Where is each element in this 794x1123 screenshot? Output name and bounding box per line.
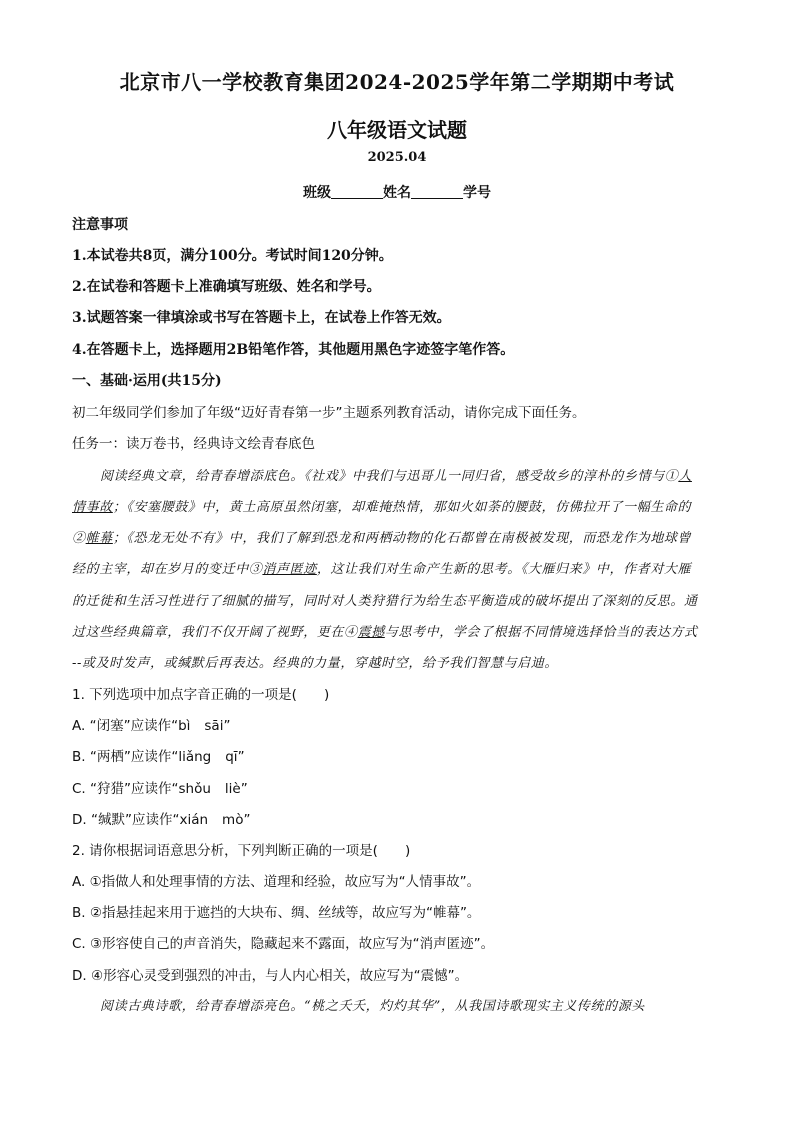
- page-title: 北京市八一学校教育集团2024-2025学年第二学期期中考试: [119, 70, 675, 94]
- section-intro: 初二年级同学们参加了年级“迈好青春第一步”主题系列教育活动，请你完成下面任务。: [72, 405, 586, 421]
- page-subtitle: 八年级语文试题: [327, 118, 467, 142]
- student-info-line: [0, 182, 794, 202]
- q2-option-d: D. ④形容心灵受到强烈的冲击，与人内心相关，故应写为“震憾”。: [72, 968, 469, 984]
- marked-word: 帷幕: [85, 531, 113, 546]
- number-label: 学号: [463, 185, 491, 201]
- notice-item: 2.在试卷和答题卡上准确填写班级、姓名和学号。: [72, 279, 381, 295]
- passage-line: ②帷幕；《恐龙无处不有》中，我们了解到恐龙和两栖动物的化石都曾在南极被发现，而恐龙作为地球曾: [72, 531, 692, 546]
- passage-line: 经的主宰，却在岁月的变迁中③消声匿迹，这让我们对生命产生新的思考。《大雁归来》中，作者对大雁: [72, 562, 692, 577]
- marked-word: 震撼: [357, 625, 385, 640]
- task-heading: 任务一：读万卷书，经典诗文绘青春底色: [72, 436, 315, 452]
- passage-line: 的迁徙和生活习性进行了细腻的描写，同时对人类狩猎行为给生态平衡造成的破坏提出了深刻的反思。通: [72, 594, 698, 609]
- marked-word: 情事故: [72, 500, 113, 515]
- q1-option-b: B. “两栖”应读作“liǎng qī”: [72, 749, 245, 765]
- name-label: 姓名: [383, 185, 411, 201]
- class-blank: [331, 184, 383, 199]
- q2-option-b: B. ②指悬挂起来用于遮挡的大块布、绸、丝绒等，故应写为“帷幕”。: [72, 905, 481, 921]
- notice-item: 4.在答题卡上，选择题用2B铅笔作答，其他题用黑色字迹签字笔作答。: [72, 342, 515, 358]
- q1-option-d: D. “缄默”应读作“xián mò”: [72, 812, 251, 828]
- marked-word: 人: [678, 469, 692, 484]
- notice-heading: 注意事项: [72, 217, 128, 233]
- marked-word: 消声匿迹: [262, 562, 317, 577]
- q2-option-a: A. ①指做人和处理事情的方法、道理和经验，故应写为“人情事故”。: [72, 874, 481, 890]
- q1-option-c: C. “狩猎”应读作“shǒu liè”: [72, 781, 248, 797]
- name-blank: [411, 184, 463, 199]
- question-1-stem: 1. 下列选项中加点字音正确的一项是( ): [72, 687, 330, 703]
- passage-line: 情事故；《安塞腰鼓》中，黄土高原虽然闭塞，却难掩热情，那如火如荼的腰鼓，仿佛拉开了一幅生命的: [72, 500, 692, 515]
- passage-line: 阅读经典文章，给青春增添底色。《社戏》中我们与迅哥儿一同归省，感受故乡的淳朴的乡情与①人: [100, 469, 692, 484]
- q1-option-a: A. “闭塞”应读作“bì sāi”: [72, 718, 231, 734]
- class-label: 班级: [303, 185, 331, 201]
- passage-line: 过这些经典篇章，我们不仅开阔了视野，更在④震撼与思考中，学会了根据不同情境选择恰当的表达方式: [72, 625, 698, 640]
- notice-item: 3.试题答案一律填涂或书写在答题卡上，在试卷上作答无效。: [72, 310, 451, 326]
- notice-item: 1.本试卷共8页，满分100分。考试时间120分钟。: [72, 248, 393, 264]
- passage-line: --或及时发声，或缄默后再表达。经典的力量，穿越时空，给予我们智慧与启迪。: [72, 656, 558, 671]
- q2-option-c: C. ③形容使自己的声音消失，隐藏起来不露面，故应写为“消声匿迹”。: [72, 936, 495, 952]
- exam-date: 2025.04: [367, 150, 427, 165]
- question-2-stem: 2. 请你根据词语意思分析，下列判断正确的一项是( ): [72, 843, 411, 859]
- passage-2-line: 阅读古典诗歌，给青春增添亮色。“桃之夭夭，灼灼其华”，从我国诗歌现实主义传统的源头: [100, 999, 645, 1014]
- section-heading: 一、基础·运用(共15分): [72, 373, 222, 389]
